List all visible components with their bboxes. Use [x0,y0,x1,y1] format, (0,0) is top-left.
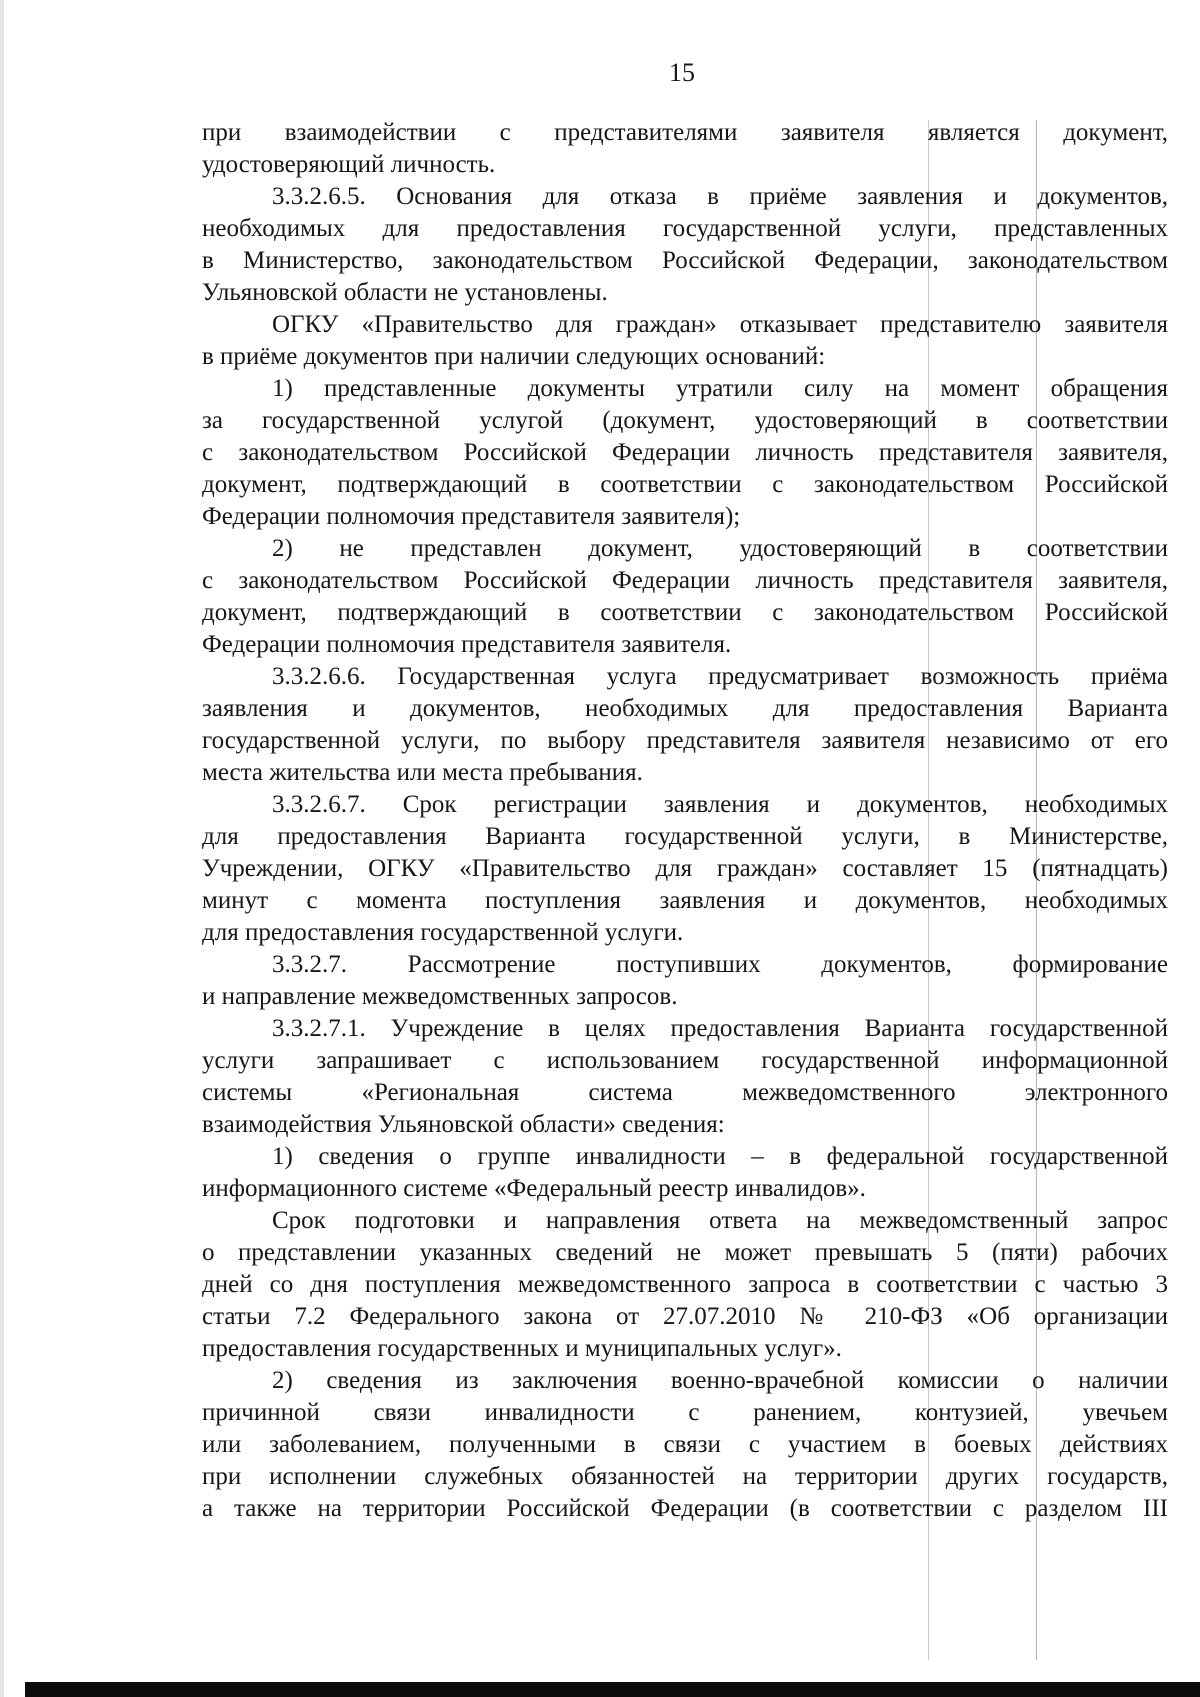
text-line: при исполнении служебных обязанностей на территории других государств, [202,1463,1168,1490]
text-line: 1) представленные документы утратили силу на момент обращения [272,375,1168,402]
document-body [202,117,1168,1525]
text-line: 2) сведения из заключения военно-врачебной комиссии о наличии [272,1367,1168,1394]
text-line: 3.3.2.6.6. Государственная услуга предусматривает возможность приёма [272,663,1168,690]
text-line: Ульяновской области не установлены. [202,279,608,306]
text-line: с законодательством Российской Федерации личность представителя заявителя, [202,439,1168,466]
paragraph [202,1013,1168,1141]
text-line: Федерации полномочия представителя заявителя. [202,631,732,658]
paragraph [202,1205,1168,1365]
text-line: с законодательством Российской Федерации личность представителя заявителя, [202,567,1168,594]
text-line: или заболеванием, полученными в связи с участием в боевых действиях [202,1431,1168,1458]
paragraph [202,1141,1168,1205]
text-line: и направление межведомственных запросов. [202,983,678,1010]
paragraph [202,533,1168,661]
text-line: заявления и документов, необходимых для предоставления Варианта [202,695,1168,722]
text-line: в приёме документов при наличии следующих оснований: [202,343,826,370]
paragraph [202,117,1168,181]
text-line: удостоверяющий личность. [202,151,496,178]
text-line: системы «Региональная система межведомственного электронного [202,1079,1168,1106]
text-line: 3.3.2.7. Рассмотрение поступивших документов, формирование [272,951,1168,978]
text-line: места жительства или места пребывания. [202,759,643,786]
text-line: Срок подготовки и направления ответа на межведомственный запрос [272,1207,1168,1234]
text-line: Федерации полномочия представителя заявителя); [202,503,741,530]
text-line: информационного системе «Федеральный реестр инвалидов». [202,1175,866,1202]
text-line: Учреждении, ОГКУ «Правительство для граждан» составляет 15 (пятнадцать) [202,855,1168,882]
paragraph [202,1365,1168,1525]
text-line: предоставления государственных и муниципальных услуг». [202,1335,842,1362]
text-line: необходимых для предоставления государственной услуги, представленных [202,215,1168,242]
text-line: документ, подтверждающий в соответствии с законодательством Российской [202,599,1168,626]
text-line: статьи 7.2 Федерального закона от 27.07.2010 № 210-ФЗ «Об организации [202,1303,1168,1330]
text-line: 3.3.2.6.5. Основания для отказа в приёме заявления и документов, [272,183,1168,210]
text-line: причинной связи инвалидности с ранением, контузией, увечьем [202,1399,1168,1426]
text-line: для предоставления государственной услуги. [202,919,684,946]
text-line: 3.3.2.7.1. Учреждение в целях предоставления Варианта государственной [272,1015,1168,1042]
text-line: государственной услуги, по выбору представителя заявителя независимо от его [202,727,1168,754]
text-line: документ, подтверждающий в соответствии с законодательством Российской [202,471,1168,498]
text-line: за государственной услугой (документ, удостоверяющий в соответствии [202,407,1168,434]
paragraph [202,661,1168,789]
paragraph [202,949,1168,1013]
scan-bottom-border [25,1682,1200,1697]
text-line: 2) не представлен документ, удостоверяющий в соответствии [272,535,1168,562]
text-line: о представлении указанных сведений не может превышать 5 (пяти) рабочих [202,1239,1168,1266]
paragraph [202,181,1168,309]
text-line: в Министерство, законодательством Российской Федерации, законодательством [202,247,1168,274]
text-line: 1) сведения о группе инвалидности – в федеральной государственной [272,1143,1168,1170]
text-line: а также на территории Российской Федерации (в соответствии с разделом III [202,1495,1168,1522]
paragraph [202,309,1168,373]
page-number: 15 [669,58,695,87]
text-line: дней со дня поступления межведомственного запроса в соответствии с частью 3 [202,1271,1168,1298]
text-line: для предоставления Варианта государственной услуги, в Министерстве, [202,823,1168,850]
text-line: взаимодействия Ульяновской области» сведения: [202,1111,725,1138]
text-line: ОГКУ «Правительство для граждан» отказывает представителю заявителя [272,311,1168,338]
paragraph [202,789,1168,949]
text-line: услуги запрашивает с использованием государственной информационной [202,1047,1168,1074]
scan-left-edge [0,0,4,1697]
paragraph [202,373,1168,533]
text-line: при взаимодействии с представителями заявителя является документ, [202,119,1168,146]
text-line: 3.3.2.6.7. Срок регистрации заявления и документов, необходимых [272,791,1168,818]
text-line: минут с момента поступления заявления и документов, необходимых [202,887,1168,914]
